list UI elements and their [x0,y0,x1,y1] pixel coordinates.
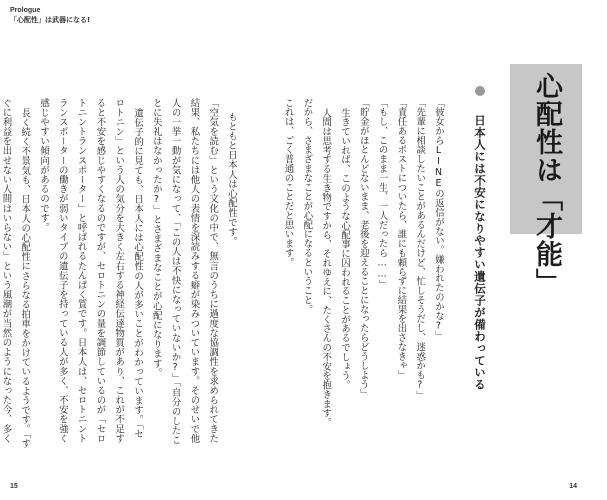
body-line: 長く続く不景気も、日本人の心配性にさらなる拍車をかけているようです。「す [19,108,31,449]
quote-line: 「先輩に相談したいことがあるんだけど、忙しそうだし、迷惑かも?」 [414,98,426,401]
body-line: 「空気を読む」という文化の中で、無言のうちに過度な協調性を求められてきた [207,98,219,444]
quote-line: 「彼女からLINEの返信がない。嫌われたのかな?」 [433,98,444,341]
body-line: ると不安を感じやすくなるのですが、セロトニンの量を調節しているのが「セロ [94,98,106,444]
page-number-left: 15 [10,483,18,490]
body-line: とに失礼はなかったか?」とさまざまなことが心配になります。 [150,98,162,378]
bullet-icon [475,86,485,96]
body-line: 結果、私たちには他人の表情を深読みする癖が染みついています。そのせいで他 [188,98,200,444]
body-line: ランスポーターの働きが弱いタイプの遺伝子を持っている人が多く、不安を強く [56,98,68,444]
running-header-prologue: Prologue [10,7,41,14]
body-line: トニントランスポーター」と呼ばれるたんぱく質です。日本人は、セロトニント [75,98,87,444]
body-line: これは、ごく普通のことだと思います。 [282,98,294,268]
body-line: 人間は思考する生き物ですから、それゆえに、たくさんの不安を抱きます。 [320,108,332,428]
title-band [510,64,582,296]
body-line: 遺伝子的に見ても、日本人には心配性の人が多いことがわかっています。「セ [132,108,144,439]
body-line: 感じやすい傾向があるのです。 [38,98,50,233]
quote-line: 「責任あるポストについたら、誰にも頼らずに結果を出さなきゃ」 [395,98,407,380]
section-title: 心配性は「才能」 [531,72,562,296]
body-line: ロトニン」という人の気分を大きく左右する神経伝達物質があり、これが不足す [113,98,125,444]
quote-line: 「もし、このまま一生、一人だったら……」 [376,98,388,290]
right-page-body [282,98,447,428]
quote-line: 「貯金がほとんどないまま、老後を迎えることになったらどうしよう」 [357,98,369,399]
subheading-text: 日本人には不安になりやすい遺伝子が備わっている [473,114,487,391]
body-line: だから、さまざまなことが心配になるということ。 [301,98,313,314]
body-line: 人の一挙一動が気になって、「この人は不快になっていないか?」「自分のしたこ [169,98,181,446]
section-subheading [466,86,488,391]
body-line: もともと日本人は心配性です。 [226,112,237,247]
left-page-body [0,98,240,449]
body-line: ぐに利益を出せない人間はいらない」という風潮が当然のようになった今、多く [0,98,12,444]
body-line: 生きていれば、このような心配事に囚われることがあるでしょう。 [339,108,351,390]
running-header-chapter: 「心配性」は武器になる! [10,16,91,24]
page-number-right: 14 [569,483,577,490]
